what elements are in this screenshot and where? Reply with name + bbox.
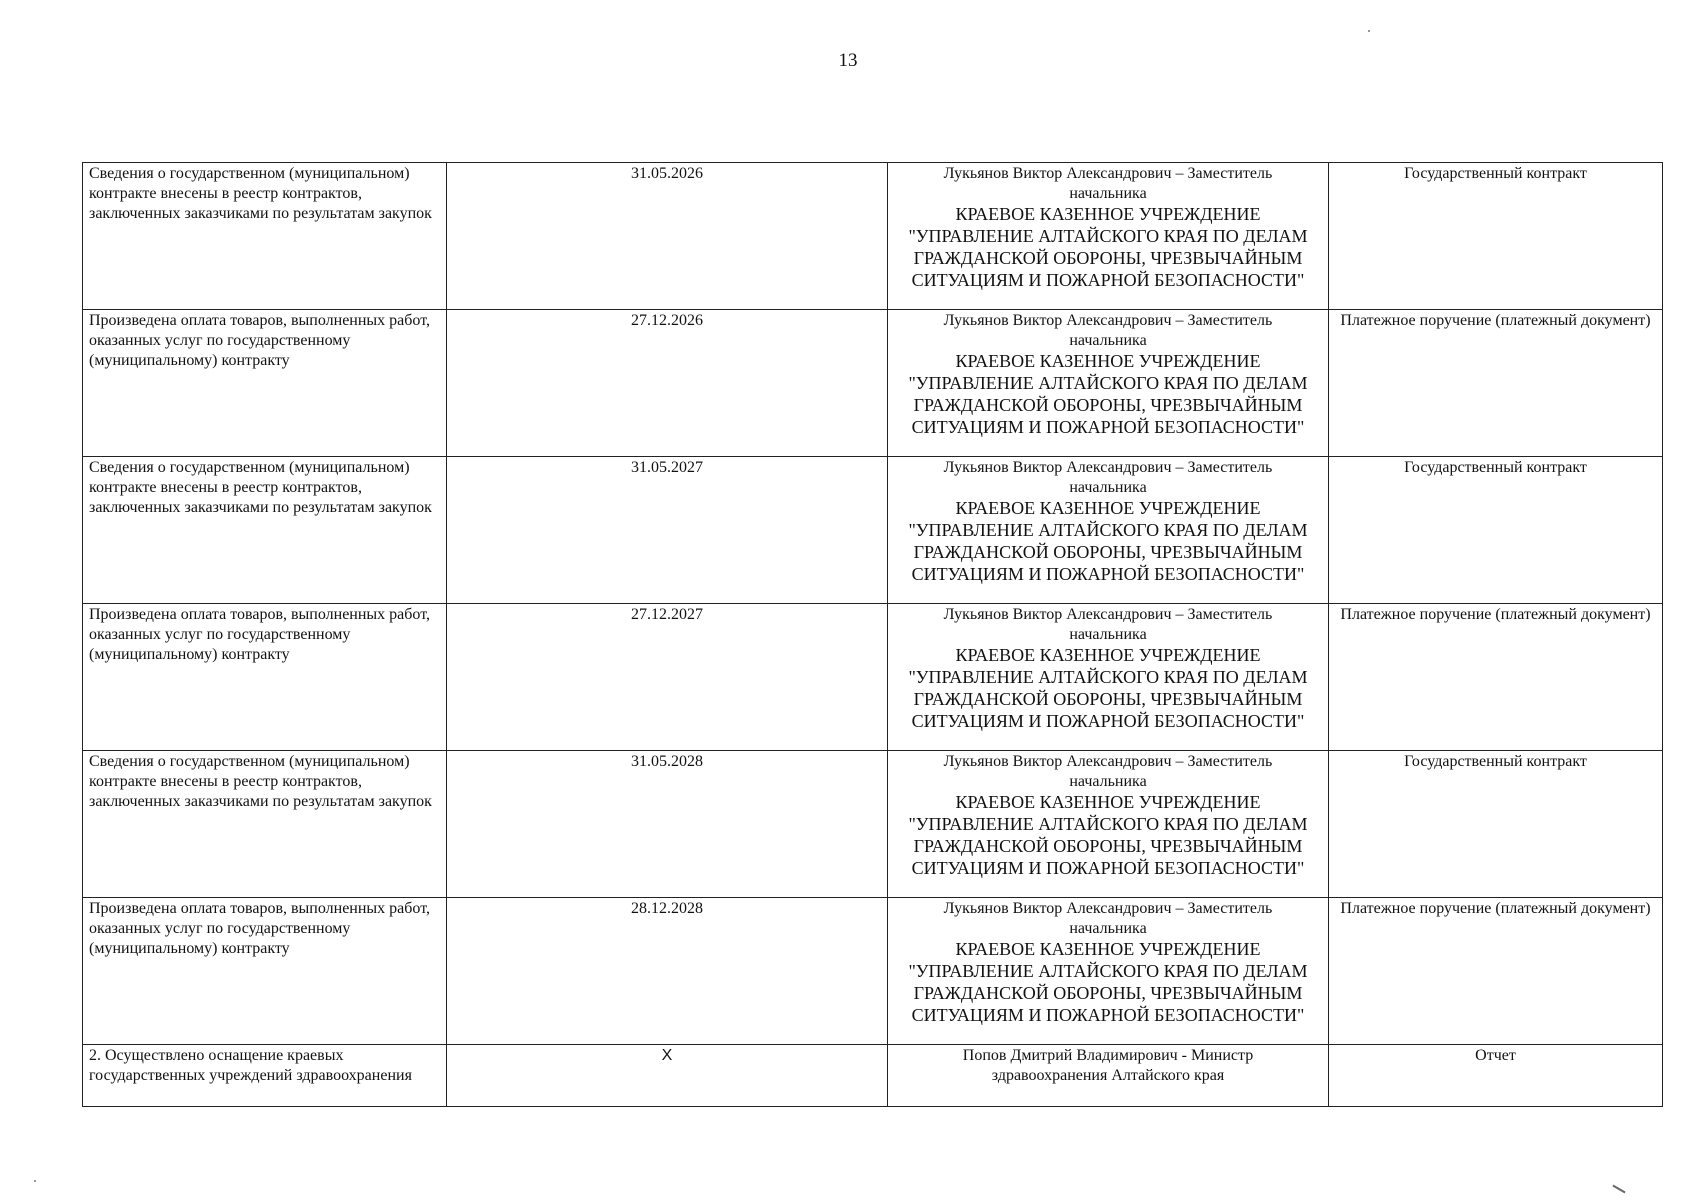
table-row <box>83 1045 1663 1107</box>
responsible-cell <box>888 898 1329 1045</box>
responsible-organization: КРАЕВОЕ КАЗЕННОЕ УЧРЕЖДЕНИЕ "УПРАВЛЕНИЕ АЛТАЙСКОГО КРАЯ ПО ДЕЛАМ ГРАЖДАНСКОЙ ОБОРОНЫ, ЧРЕЗВЫЧАЙНЫМ СИТУАЦИЯМ И ПОЖАРНОЙ БЕЗОПАСНОСТИ" <box>908 939 1308 1025</box>
control-date: 31.05.2028 <box>447 751 888 898</box>
page-number: 13 <box>838 50 858 71</box>
scan-speck <box>34 1180 36 1182</box>
table-row <box>83 457 1663 604</box>
activity-description: Сведения о государственном (муниципальном) контракте внесены в реестр контрактов, заключенных заказчиками по результатам закупок <box>83 457 447 604</box>
confirming-document: Платежное поручение (платежный документ) <box>1329 310 1663 457</box>
confirming-document: Государственный контракт <box>1329 751 1663 898</box>
confirming-document: Государственный контракт <box>1329 163 1663 310</box>
responsible-person: Лукьянов Виктор Александрович – Заместитель начальника <box>943 459 1273 496</box>
responsible-cell <box>888 163 1329 310</box>
activity-description: Сведения о государственном (муниципальном) контракте внесены в реестр контрактов, заключенных заказчиками по результатам закупок <box>83 163 447 310</box>
table-row <box>83 751 1663 898</box>
table-row <box>83 310 1663 457</box>
activity-description: Произведена оплата товаров, выполненных работ, оказанных услуг по государственному (муниципальному) контракту <box>83 604 447 751</box>
scan-mark <box>1612 1185 1625 1194</box>
responsible-organization: КРАЕВОЕ КАЗЕННОЕ УЧРЕЖДЕНИЕ "УПРАВЛЕНИЕ АЛТАЙСКОГО КРАЯ ПО ДЕЛАМ ГРАЖДАНСКОЙ ОБОРОНЫ, ЧРЕЗВЫЧАЙНЫМ СИТУАЦИЯМ И ПОЖАРНОЙ БЕЗОПАСНОСТИ" <box>908 204 1308 290</box>
activities-table <box>82 162 1663 1107</box>
responsible-person: Лукьянов Виктор Александрович – Заместитель начальника <box>943 165 1273 202</box>
responsible-organization: КРАЕВОЕ КАЗЕННОЕ УЧРЕЖДЕНИЕ "УПРАВЛЕНИЕ АЛТАЙСКОГО КРАЯ ПО ДЕЛАМ ГРАЖДАНСКОЙ ОБОРОНЫ, ЧРЕЗВЫЧАЙНЫМ СИТУАЦИЯМ И ПОЖАРНОЙ БЕЗОПАСНОСТИ" <box>908 498 1308 584</box>
activity-description: Сведения о государственном (муниципальном) контракте внесены в реестр контрактов, заключенных заказчиками по результатам закупок <box>83 751 447 898</box>
responsible-cell <box>888 751 1329 898</box>
confirming-document: Государственный контракт <box>1329 457 1663 604</box>
activity-description: Произведена оплата товаров, выполненных работ, оказанных услуг по государственному (муниципальному) контракту <box>83 310 447 457</box>
responsible-organization: КРАЕВОЕ КАЗЕННОЕ УЧРЕЖДЕНИЕ "УПРАВЛЕНИЕ АЛТАЙСКОГО КРАЯ ПО ДЕЛАМ ГРАЖДАНСКОЙ ОБОРОНЫ, ЧРЕЗВЫЧАЙНЫМ СИТУАЦИЯМ И ПОЖАРНОЙ БЕЗОПАСНОСТИ" <box>908 645 1308 731</box>
responsible-cell <box>888 1045 1329 1107</box>
scan-speck <box>1368 30 1370 32</box>
confirming-document: Платежное поручение (платежный документ) <box>1329 604 1663 751</box>
control-date: 27.12.2027 <box>447 604 888 751</box>
confirming-document: Платежное поручение (платежный документ) <box>1329 898 1663 1045</box>
control-date: 27.12.2026 <box>447 310 888 457</box>
responsible-person: Попов Дмитрий Владимирович - Министр здравоохранения Алтайского края <box>962 1047 1254 1084</box>
responsible-cell <box>888 457 1329 604</box>
control-date: 31.05.2026 <box>447 163 888 310</box>
responsible-person: Лукьянов Виктор Александрович – Заместитель начальника <box>943 312 1273 349</box>
control-date: Х <box>447 1045 888 1107</box>
table-row <box>83 898 1663 1045</box>
confirming-document: Отчет <box>1329 1045 1663 1107</box>
activity-description: Произведена оплата товаров, выполненных работ, оказанных услуг по государственному (муниципальному) контракту <box>83 898 447 1045</box>
control-date: 31.05.2027 <box>447 457 888 604</box>
responsible-organization: КРАЕВОЕ КАЗЕННОЕ УЧРЕЖДЕНИЕ "УПРАВЛЕНИЕ АЛТАЙСКОГО КРАЯ ПО ДЕЛАМ ГРАЖДАНСКОЙ ОБОРОНЫ, ЧРЕЗВЫЧАЙНЫМ СИТУАЦИЯМ И ПОЖАРНОЙ БЕЗОПАСНОСТИ" <box>908 792 1308 878</box>
responsible-cell <box>888 310 1329 457</box>
control-date: 28.12.2028 <box>447 898 888 1045</box>
table-row <box>83 163 1663 310</box>
responsible-organization: КРАЕВОЕ КАЗЕННОЕ УЧРЕЖДЕНИЕ "УПРАВЛЕНИЕ АЛТАЙСКОГО КРАЯ ПО ДЕЛАМ ГРАЖДАНСКОЙ ОБОРОНЫ, ЧРЕЗВЫЧАЙНЫМ СИТУАЦИЯМ И ПОЖАРНОЙ БЕЗОПАСНОСТИ" <box>908 351 1308 437</box>
table-row <box>83 604 1663 751</box>
responsible-person: Лукьянов Виктор Александрович – Заместитель начальника <box>943 753 1273 790</box>
responsible-person: Лукьянов Виктор Александрович – Заместитель начальника <box>943 606 1273 643</box>
activity-description: 2. Осуществлено оснащение краевых государственных учреждений здравоохранения <box>83 1045 447 1107</box>
responsible-cell <box>888 604 1329 751</box>
responsible-person: Лукьянов Виктор Александрович – Заместитель начальника <box>943 900 1273 937</box>
